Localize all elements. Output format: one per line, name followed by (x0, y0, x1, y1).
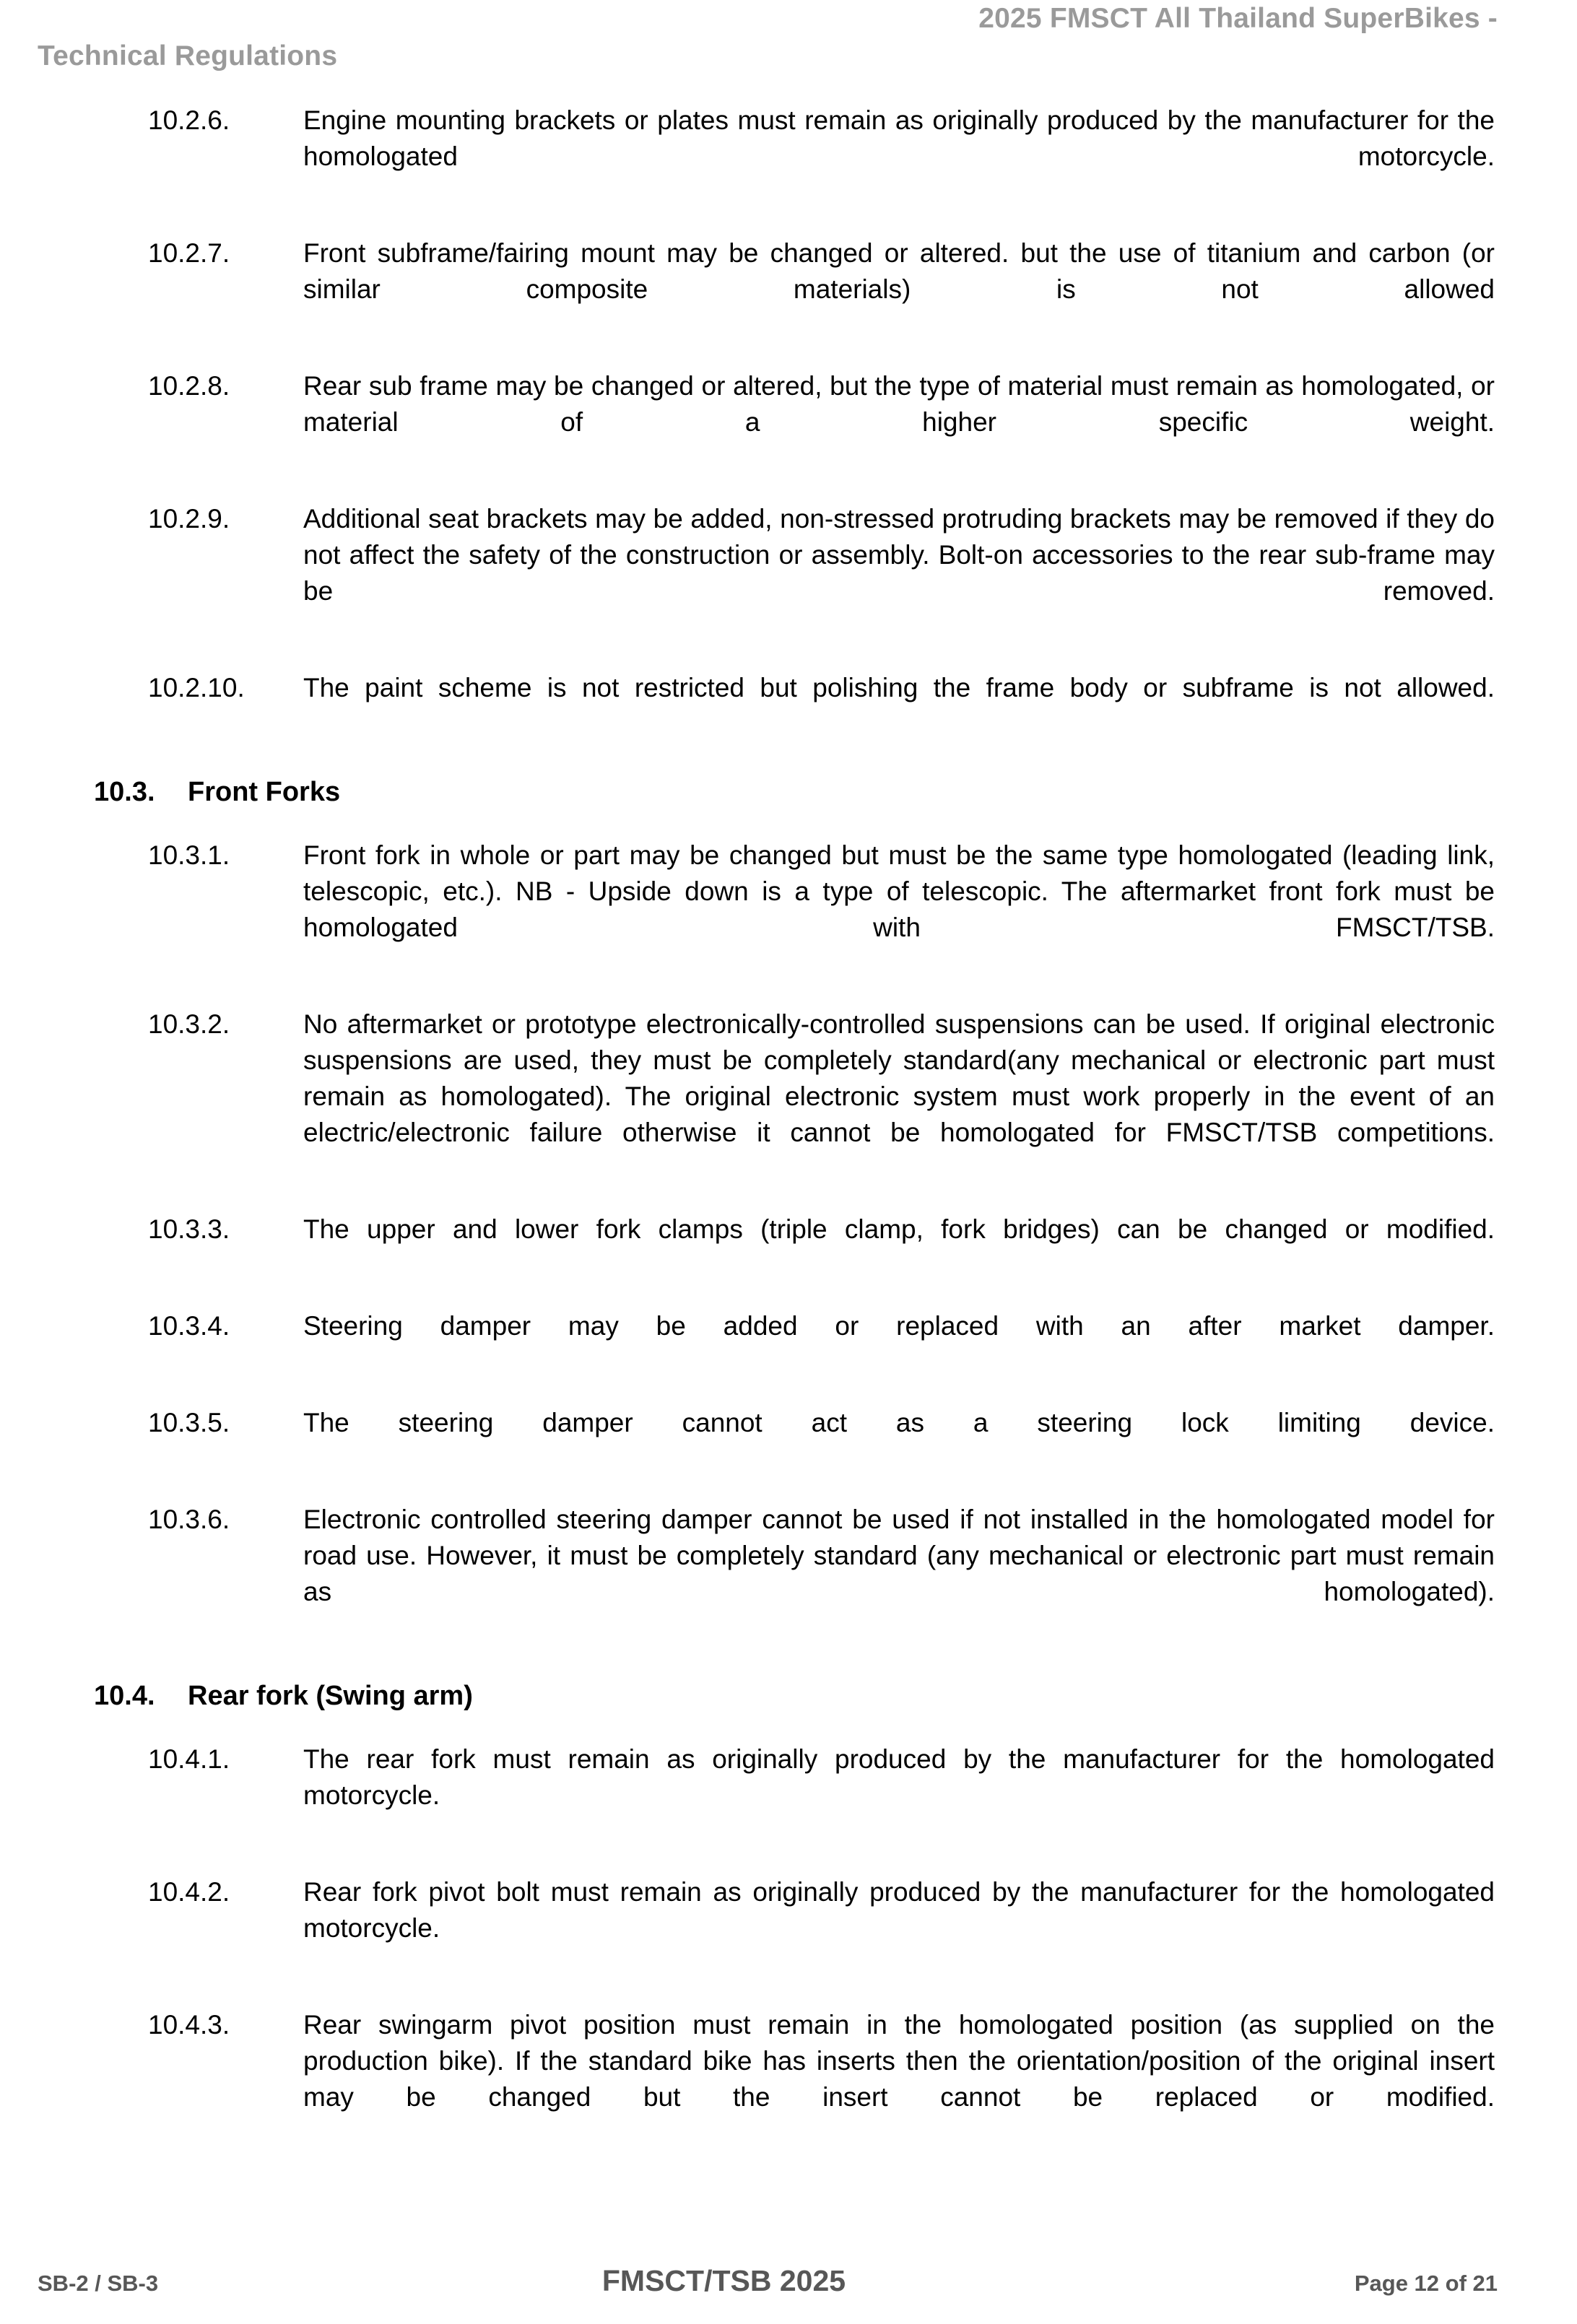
clause-number: 10.3.3. (148, 1214, 230, 1244)
clause-text: The rear fork must remain as originally produced by the manufacturer for the homologated motorcycle. (303, 1744, 1495, 1810)
clause-text: Electronic controlled steering damper cannot be used if not installed in the homologated model for road use. However, it must be completely standard (any mechanical or electronic part must remain as homologated). (303, 1505, 1495, 1606)
clause-item (0, 1874, 1577, 1983)
footer-organization: FMSCT/TSB 2025 (601, 2264, 846, 2297)
header-title-line-2: Technical Regulations (38, 40, 338, 71)
section-heading-number: 10.3. (94, 777, 155, 807)
clause-number: 10.2.7. (148, 238, 230, 268)
section-heading-title: Rear fork (Swing arm) (188, 1681, 473, 1711)
clause-number: 10.2.9. (148, 504, 230, 534)
clause-text: Front fork in whole or part may be changed but must be the same type homologated (leading link, telescopic, etc.). NB - Upside down is a type of telescopic. The aftermarket front fork must be homologated with FMSCT/TSB. (303, 840, 1495, 942)
clause-item (0, 103, 1577, 211)
clause-item (0, 837, 1577, 982)
page-header (38, 0, 1498, 94)
clause-text: The upper and lower fork clamps (triple clamp, fork bridges) can be changed or modified. (303, 1214, 1495, 1244)
clause-text: Steering damper may be added or replaced with an after market damper. (303, 1311, 1495, 1341)
clause-number: 10.3.4. (148, 1311, 230, 1341)
clause-text: Rear swingarm pivot position must remain in the homologated position (as supplied on the production bike). If the standard bike has inserts then the orientation/position of the original insert may be changed but the insert cannot be replaced or modified. (303, 2010, 1495, 2112)
clause-number: 10.4.2. (148, 1877, 230, 1907)
section-heading-title: Front Forks (188, 777, 341, 807)
clause-item (0, 1308, 1577, 1380)
document-body (0, 103, 1577, 2176)
clause-text: Rear fork pivot bolt must remain as originally produced by the manufacturer for the homologated motorcycle. (303, 1877, 1495, 1943)
clause-number: 10.4.1. (148, 1744, 230, 1774)
clause-number: 10.2.10. (148, 673, 245, 702)
clause-item (0, 235, 1577, 344)
clause-number: 10.2.6. (148, 105, 230, 135)
section-heading (0, 774, 1577, 810)
clause-item (0, 1741, 1577, 1850)
page-footer (38, 2264, 1498, 2298)
footer-page-number: Page 12 of 21 (1354, 2271, 1498, 2296)
footer-class-codes: SB-2 / SB-3 (38, 2271, 159, 2296)
clause-item (0, 670, 1577, 742)
clause-text: Engine mounting brackets or plates must remain as originally produced by the manufacturer for the homologated motorcycle. (303, 105, 1495, 171)
clause-number: 10.3.1. (148, 840, 230, 870)
clause-number: 10.4.3. (148, 2010, 230, 2040)
section-heading-number: 10.4. (94, 1681, 155, 1711)
clause-item (0, 1211, 1577, 1284)
clause-item (0, 2007, 1577, 2151)
section-heading (0, 1678, 1577, 1714)
clause-number: 10.3.2. (148, 1009, 230, 1039)
clause-text: Additional seat brackets may be added, non-stressed protruding brackets may be removed if they do not affect the safety of the construction or assembly. Bolt-on accessories to the rear sub-frame may be removed. (303, 504, 1495, 606)
clause-text: The paint scheme is not restricted but polishing the frame body or subframe is not allowed. (303, 673, 1495, 702)
clause-number: 10.3.6. (148, 1505, 230, 1534)
header-title-line-1: 2025 FMSCT All Thailand SuperBikes - (978, 3, 1498, 34)
clause-text: No aftermarket or prototype electronically-controlled suspensions can be used. If original electronic suspensions are used, they must be completely standard(any mechanical or electronic part must remain as homologated). The original electronic system must work properly in the event of an electric/electronic failure otherwise it cannot be homologated for FMSCT/TSB competitions. (303, 1009, 1495, 1147)
clause-number: 10.2.8. (148, 371, 230, 401)
clause-item (0, 1006, 1577, 1187)
clause-text: The steering damper cannot act as a steering lock limiting device. (303, 1408, 1495, 1437)
clause-item (0, 1405, 1577, 1477)
clause-number: 10.3.5. (148, 1408, 230, 1437)
clause-text: Rear sub frame may be changed or altered, but the type of material must remain as homologated, or material of a higher specific weight. (303, 371, 1495, 437)
clause-item (0, 1502, 1577, 1646)
clause-item (0, 501, 1577, 645)
clause-text: Front subframe/fairing mount may be changed or altered. but the use of titanium and carbon (or similar composite materials) is not allowed (303, 238, 1495, 304)
clause-item (0, 368, 1577, 476)
